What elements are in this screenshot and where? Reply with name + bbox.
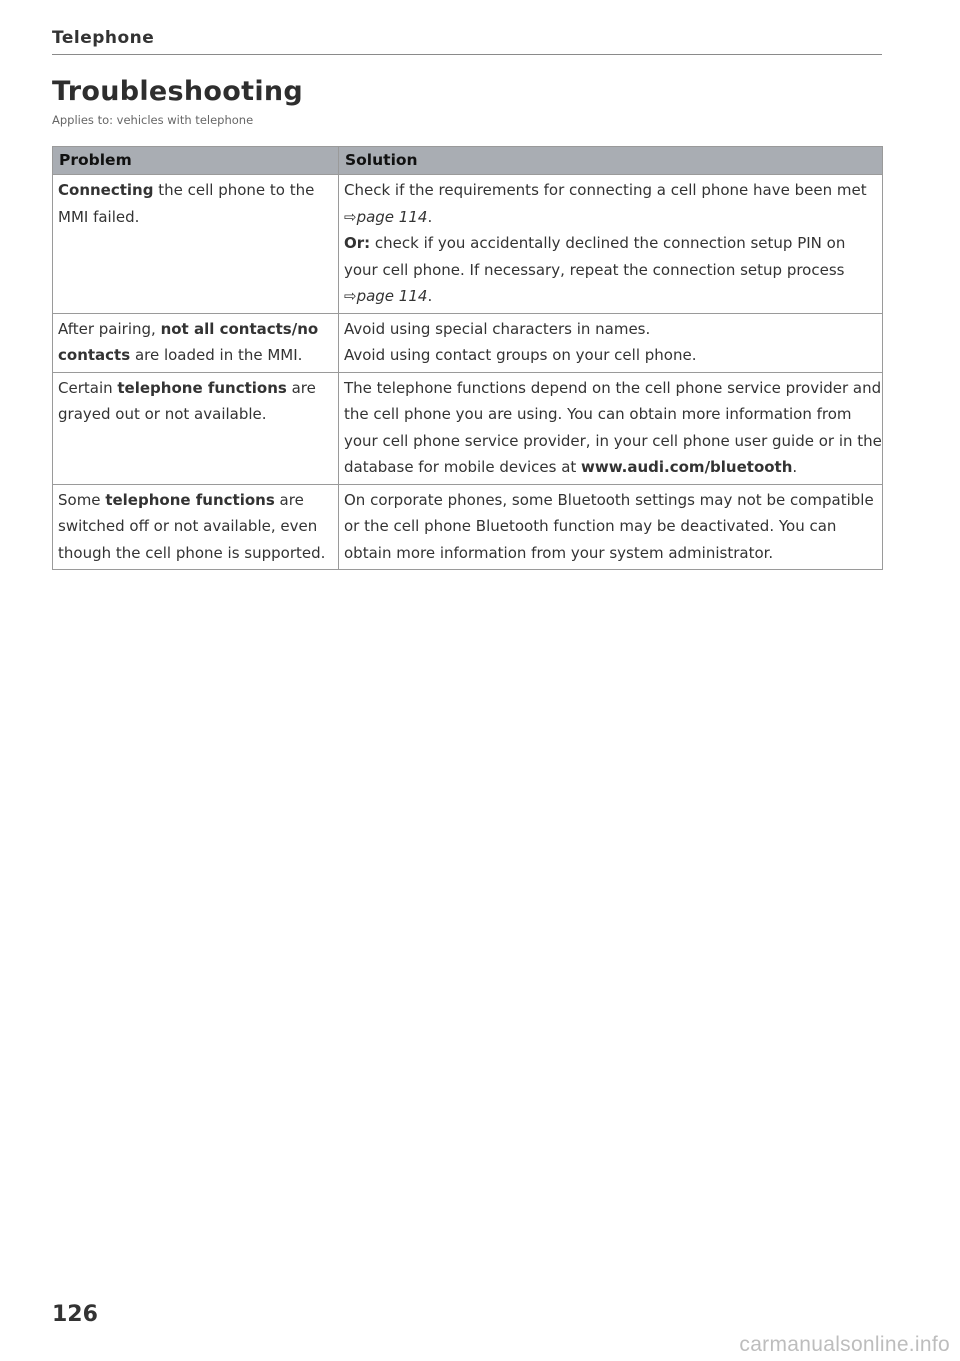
problem-cell [53, 175, 339, 314]
applies-to-note: Applies to: vehicles with telephone [52, 113, 254, 127]
table-row [53, 175, 883, 314]
page-reference-link[interactable]: ⇨page 114 [344, 287, 428, 305]
problem-cell [53, 484, 339, 570]
page-title: Troubleshooting [52, 76, 304, 107]
table-header-row [53, 147, 883, 175]
problem-cell [53, 313, 339, 372]
column-header-problem: Problem [53, 147, 339, 175]
solution-line: Avoid using contact groups on your cell phone. [344, 346, 697, 364]
page-number: 126 [52, 1302, 98, 1327]
solution-text: . [792, 458, 798, 476]
problem-text: are grayed out or not available. [58, 378, 316, 423]
watermark: carmanualsonline.info [739, 1333, 950, 1356]
table-row [53, 372, 883, 484]
bluetooth-database-link[interactable]: www.audi.com/bluetooth [581, 458, 793, 476]
problem-keyword: not all contacts/no contacts [58, 319, 319, 364]
solution-text: . [427, 287, 433, 305]
solution-text: The telephone functions depend on the cell phone service provider and the cell phone you are using. You can obtain more information from your cell phone service provider, in your cell phone user guide or in the database for mobile devices at [344, 378, 882, 476]
problem-text: the cell phone to the MMI failed. [58, 181, 315, 226]
solution-text: check if you accidentally declined the connection setup PIN on your cell phone. If necessary, repeat the connection setup process [344, 234, 846, 279]
table-row [53, 484, 883, 570]
page-reference-link[interactable]: ⇨page 114 [344, 207, 428, 226]
column-header-solution: Solution [339, 147, 883, 175]
header-divider [52, 54, 882, 55]
solution-text: On corporate phones, some Bluetooth settings may not be compatible or the cell phone Bluetooth function may be deactivated. You can obtain more information from your system administrator. [344, 490, 874, 562]
problem-text: are switched off or not available, even though the cell phone is supported. [58, 490, 326, 562]
problem-text: are loaded in the MMI. [130, 346, 303, 364]
problem-keyword: Connecting [58, 181, 154, 199]
solution-paragraph [344, 230, 882, 310]
solution-cell [339, 175, 883, 314]
solution-text: . [427, 207, 433, 226]
solution-cell [339, 484, 883, 570]
problem-text: Certain [58, 378, 118, 397]
problem-keyword: telephone functions [105, 490, 275, 509]
solution-line: Avoid using special characters in names. [344, 319, 651, 338]
solution-cell [339, 372, 883, 484]
problem-text: Some [58, 490, 106, 509]
section-header: Telephone [52, 28, 155, 48]
problem-text: After pairing, [58, 319, 161, 338]
table-row [53, 313, 883, 372]
troubleshooting-table [52, 146, 883, 570]
solution-keyword: Or: [344, 234, 371, 252]
problem-keyword: telephone functions [117, 378, 287, 397]
solution-cell [339, 313, 883, 372]
solution-text: Check if the requirements for connecting a cell phone have been met [344, 181, 867, 199]
problem-cell [53, 372, 339, 484]
solution-paragraph [344, 177, 882, 230]
